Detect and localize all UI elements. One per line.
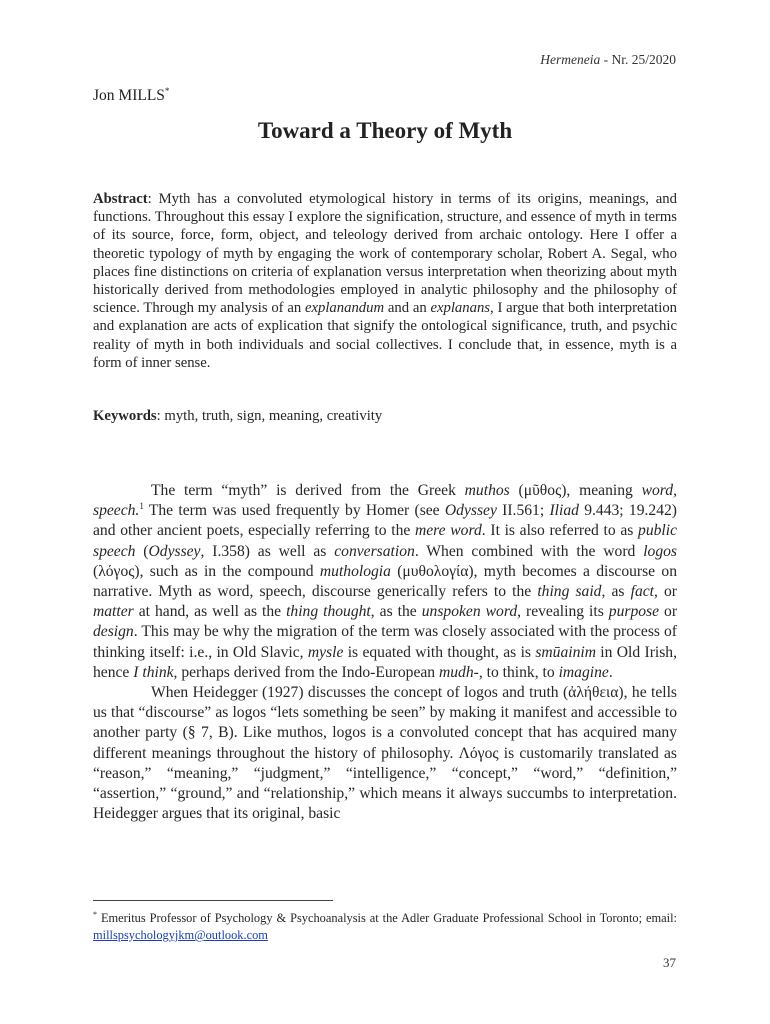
author-line	[93, 86, 169, 105]
italic-term: thing thought	[286, 603, 371, 621]
keywords	[93, 408, 677, 425]
italic-term: logos	[643, 542, 677, 560]
italic-term: imagine	[558, 663, 609, 681]
italic-term: unspoken word	[421, 603, 518, 621]
author-footnote-mark: *	[164, 86, 170, 96]
abstract-text: , I argue that both interpretation and explanation are acts of explication that signify the ontological significance, truth, and psychic reality of myth in both individuals and social collectives. I conclude that, in essence, myth is a form of inner sense.	[93, 300, 678, 371]
body-text-run: (μῦθος), meaning	[509, 482, 642, 499]
body-text-run: , perhaps derived from the Indo-European	[173, 663, 439, 681]
italic-term: thing said	[537, 583, 602, 601]
abstract-label: Abstract	[93, 191, 148, 207]
footnote-mark: *	[93, 910, 97, 919]
italic-term: Odyssey	[148, 542, 201, 560]
abstract	[93, 190, 677, 372]
body-paragraph-1	[93, 481, 677, 683]
italic-term: fact	[630, 583, 654, 601]
abstract-text: : Myth has a convoluted etymological history in terms of its origins, meanings, and functions. Throughout this essay I explore the signification, structure, and essence of myth in terms of its source, force, form, object, and teleology derived from archaic ontology. Here I offer a theoretic typology of myth by engaging the work of contemporary scholar, Robert A. Segal, who places fine distinctions on criteria of explanation versus interpretation when theorizing about myth historically derived from methodologies employed in analytic philosophy and the philosophy of science. Through my analysis of an	[93, 191, 677, 317]
author-name: Jon MILLS	[93, 87, 165, 105]
body-text-run: The term was used frequently by Homer (see	[143, 502, 445, 520]
italic-term: mere word	[415, 522, 482, 540]
body-text-run: The term “myth” is derived from the Greek	[151, 482, 465, 499]
issue-number: - Nr. 25/2020	[600, 52, 676, 67]
abstract-term: explanans	[430, 300, 491, 317]
body-text-run: , I.358) as well as	[200, 542, 335, 560]
body-paragraph-2: When Heidegger (1927) discusses the concept of logos and truth (ἀλήθεια), he tells us that “discourse” as logos “lets something be seen” by making it manifest and accessible to another party (§ 7, B). Like muthos, logos is a convoluted concept that has acquired many different meanings throughout the history of philosophy. Λόγος is customarily translated as “reason,” “meaning,” “judgment,” “intelligence,” “concept,” “word,” “definition,” “assertion,” “ground,” and “relationship,” which means it always succumbs to interpretation. Heidegger argues that its original, basic	[93, 684, 677, 823]
italic-term: muthologia	[319, 562, 391, 580]
italic-term: Odyssey	[444, 502, 497, 520]
italic-term: conversation	[334, 542, 415, 560]
abstract-text: and an	[384, 300, 431, 317]
body-text-run: , to think, to	[478, 663, 559, 681]
italic-term: word, speech.	[93, 482, 677, 520]
footnote	[93, 906, 677, 944]
italic-term: matter	[93, 603, 134, 621]
italic-term: design	[93, 623, 134, 641]
body-text-run: is equated with thought, as is	[343, 643, 536, 661]
page-number: 37	[663, 955, 676, 970]
running-header	[540, 52, 676, 68]
paper-title: Toward a Theory of Myth	[257, 118, 513, 143]
body-text-run: . When combined with the word	[414, 542, 644, 560]
body-text-run: (	[135, 542, 149, 560]
abstract-term: explanandum	[304, 300, 385, 317]
footnote-ref: 1	[139, 501, 144, 512]
body-text-run: . It is also referred to as	[481, 522, 639, 540]
body-text-run: 9.443; 19.242) and other ancient poets, especially referring to the	[93, 502, 677, 540]
italic-term: purpose	[608, 603, 660, 621]
body-text-run: , as the	[370, 603, 422, 621]
keywords-list: : myth, truth, sign, meaning, creativity	[156, 408, 383, 424]
italic-term: public speech	[93, 522, 678, 560]
body-text-run: (μυθολογία), myth becomes a discourse on narrative. Myth as word, speech, discourse generically refers to the	[93, 562, 677, 601]
italic-term: mudh-	[438, 663, 479, 681]
body-text-run: (λόγος), such as in the compound	[93, 562, 320, 580]
italic-term: muthos	[464, 482, 510, 499]
body-text-run: , or	[654, 583, 677, 601]
body-text-run: .	[608, 663, 613, 681]
email-link[interactable]: millspsychologyjkm@outlook.com	[93, 928, 268, 943]
body-text-run: , as	[601, 583, 631, 601]
body-text-run: II.561;	[496, 502, 550, 520]
italic-term: Iliad	[549, 502, 579, 520]
journal-name: Hermeneia	[540, 52, 601, 67]
italic-term: I think	[133, 663, 174, 681]
italic-term: smūainim	[535, 643, 596, 661]
body-text-run: at hand, as well as the	[133, 603, 287, 621]
footnote-text: Emeritus Professor of Psychology & Psychoanalysis at the Adler Graduate Professional School in Toronto; email:	[97, 911, 677, 926]
body-text-run: . This may be why the migration of the term was closely associated with the process of thinking itself: i.e., in Old Slavic,	[93, 623, 677, 661]
italic-term: mysle	[307, 643, 344, 661]
body-text-run: in Old Irish, hence	[93, 643, 677, 681]
body-text-run: or	[659, 603, 678, 621]
body-text	[93, 481, 677, 824]
footnote-divider	[93, 900, 333, 901]
keywords-label: Keywords	[93, 408, 157, 424]
body-text-run: , revealing its	[517, 603, 609, 621]
